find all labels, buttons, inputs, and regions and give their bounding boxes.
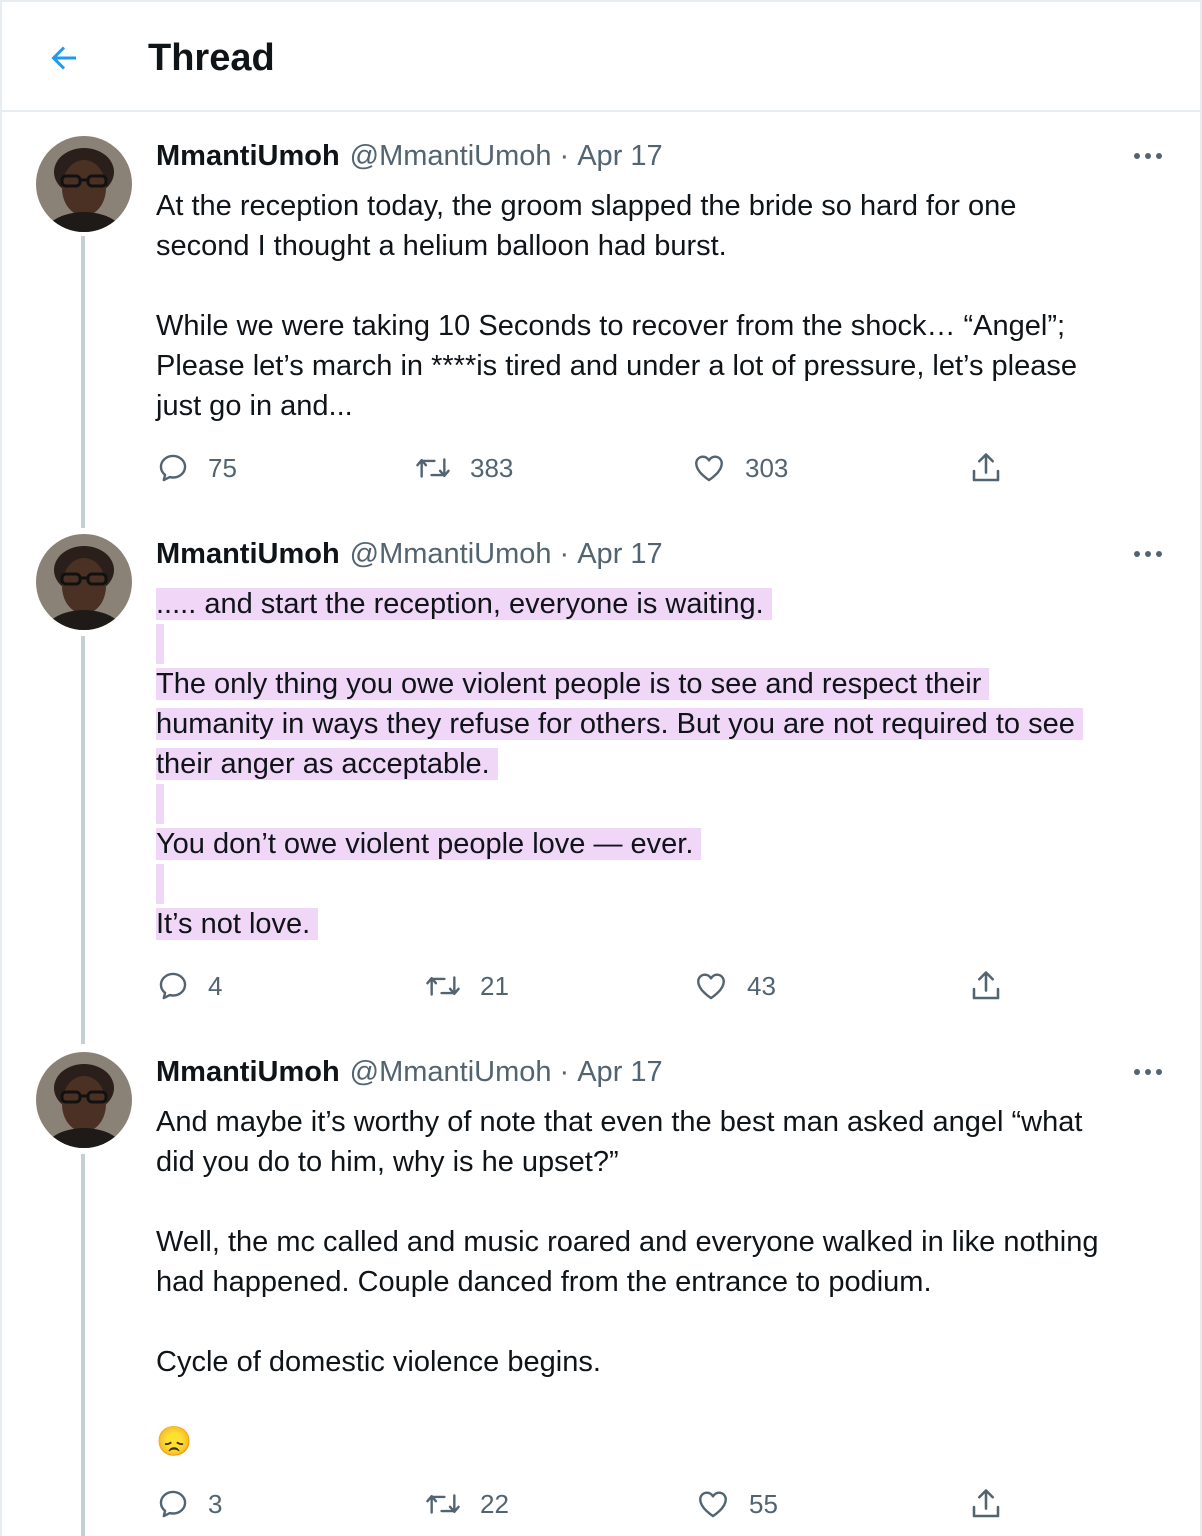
tweet-text-line: Please let’s march in ****is tired and under a lot of pressure, let’s please — [156, 350, 1077, 382]
heart-icon — [693, 969, 729, 1003]
like-count: 303 — [745, 452, 789, 483]
retweet-icon — [424, 1487, 462, 1521]
retweet-button[interactable] — [414, 448, 513, 488]
avatar[interactable] — [36, 1052, 132, 1148]
highlight-gap — [156, 624, 164, 664]
share-icon — [968, 1486, 1004, 1522]
retweet-count: 22 — [480, 1488, 509, 1519]
tweet-text-line: did you do to him, why is he upset?” — [156, 1146, 619, 1178]
tweet-header — [156, 136, 663, 176]
tweet-date[interactable]: Apr 17 — [577, 537, 663, 570]
thread-connector — [81, 1154, 85, 1536]
tweet-header — [156, 534, 663, 574]
tweet-text-line: And maybe it’s worthy of note that even the best man asked angel “what — [156, 1106, 1083, 1138]
tweet-text-line — [156, 1302, 1156, 1342]
highlighted-text: ..... and start the reception, everyone is waiting. — [156, 588, 772, 620]
reply-button[interactable] — [156, 1484, 222, 1524]
more-options-button[interactable] — [1124, 136, 1172, 176]
reply-icon — [156, 1487, 190, 1521]
retweet-icon — [414, 451, 452, 485]
retweet-button[interactable] — [424, 966, 509, 1006]
profile-photo-icon — [36, 534, 132, 630]
arrow-left-icon — [46, 40, 82, 76]
separator-dot: · — [559, 1055, 570, 1088]
highlighted-text: It’s not love. — [156, 908, 318, 940]
user-handle[interactable]: @MmantiUmoh — [349, 537, 552, 570]
retweet-icon — [424, 969, 462, 1003]
share-button[interactable] — [968, 1484, 1004, 1524]
profile-photo-icon — [36, 1052, 132, 1148]
highlight-gap — [156, 784, 164, 824]
reply-count: 3 — [208, 1488, 223, 1519]
more-options-button[interactable] — [1124, 534, 1172, 574]
more-options-button[interactable] — [1124, 1052, 1172, 1092]
tweet-text-line: At the reception today, the groom slapped the bride so hard for one — [156, 190, 1017, 222]
page-title: Thread — [148, 37, 275, 79]
page-header — [2, 2, 1202, 112]
share-icon — [968, 968, 1004, 1004]
user-handle[interactable]: @MmantiUmoh — [349, 139, 552, 172]
reply-button[interactable] — [156, 448, 237, 488]
tweet-text — [156, 186, 1156, 426]
separator-dot: · — [559, 537, 570, 570]
heart-icon — [691, 451, 727, 485]
tweet-text-line: Well, the mc called and music roared and everyone walked in like nothing — [156, 1226, 1099, 1258]
tweet-header — [156, 1052, 663, 1092]
display-name[interactable]: MmantiUmoh — [156, 139, 340, 172]
tweet-text-line: just go in and... — [156, 390, 353, 422]
tweet-text — [156, 584, 1156, 944]
reply-icon — [156, 451, 190, 485]
share-icon — [968, 450, 1004, 486]
tweet-text-line — [156, 1182, 1156, 1222]
display-name[interactable]: MmantiUmoh — [156, 537, 340, 570]
tweet-actions — [2, 1484, 1202, 1524]
share-button[interactable] — [968, 966, 1004, 1006]
tweet-date[interactable]: Apr 17 — [577, 139, 663, 172]
user-handle[interactable]: @MmantiUmoh — [349, 1055, 552, 1088]
like-count: 55 — [749, 1488, 778, 1519]
tweet-text-line — [156, 1382, 1156, 1422]
back-button[interactable] — [42, 36, 86, 80]
like-count: 43 — [747, 970, 776, 1001]
like-button[interactable] — [693, 966, 776, 1006]
tweet-text-line: second I thought a helium balloon had burst. — [156, 230, 727, 262]
retweet-button[interactable] — [424, 1484, 509, 1524]
tweet-text-line — [156, 266, 1156, 306]
like-button[interactable] — [695, 1484, 778, 1524]
reply-count: 4 — [208, 970, 223, 1001]
emoji: 😞 — [156, 1426, 193, 1458]
avatar[interactable] — [36, 136, 132, 232]
tweet-text-line: had happened. Couple danced from the entrance to podium. — [156, 1266, 932, 1298]
separator-dot: · — [559, 139, 570, 172]
highlighted-text: humanity in ways they refuse for others. But you are not required to see — [156, 708, 1083, 740]
share-button[interactable] — [968, 448, 1004, 488]
highlight-gap — [156, 864, 164, 904]
highlighted-text: The only thing you owe violent people is to see and respect their — [156, 668, 989, 700]
retweet-count: 383 — [470, 452, 514, 483]
retweet-count: 21 — [480, 970, 509, 1001]
profile-photo-icon — [36, 136, 132, 232]
reply-icon — [156, 969, 190, 1003]
tweet-date[interactable]: Apr 17 — [577, 1055, 663, 1088]
heart-icon — [695, 1487, 731, 1521]
display-name[interactable]: MmantiUmoh — [156, 1055, 340, 1088]
more-horizontal-icon — [1132, 551, 1165, 557]
avatar[interactable] — [36, 534, 132, 630]
reply-button[interactable] — [156, 966, 222, 1006]
tweet-actions — [2, 966, 1202, 1006]
like-button[interactable] — [691, 448, 788, 488]
tweet-text-line: While we were taking 10 Seconds to recover from the shock… “Angel”; — [156, 310, 1066, 342]
highlighted-text: their anger as acceptable. — [156, 748, 498, 780]
more-horizontal-icon — [1132, 1069, 1165, 1075]
tweet-text — [156, 1102, 1156, 1462]
tweet-text-line: Cycle of domestic violence begins. — [156, 1346, 601, 1378]
more-horizontal-icon — [1132, 153, 1165, 159]
reply-count: 75 — [208, 452, 237, 483]
highlighted-text: You don’t owe violent people love — ever. — [156, 828, 701, 860]
tweet-actions — [2, 448, 1202, 488]
